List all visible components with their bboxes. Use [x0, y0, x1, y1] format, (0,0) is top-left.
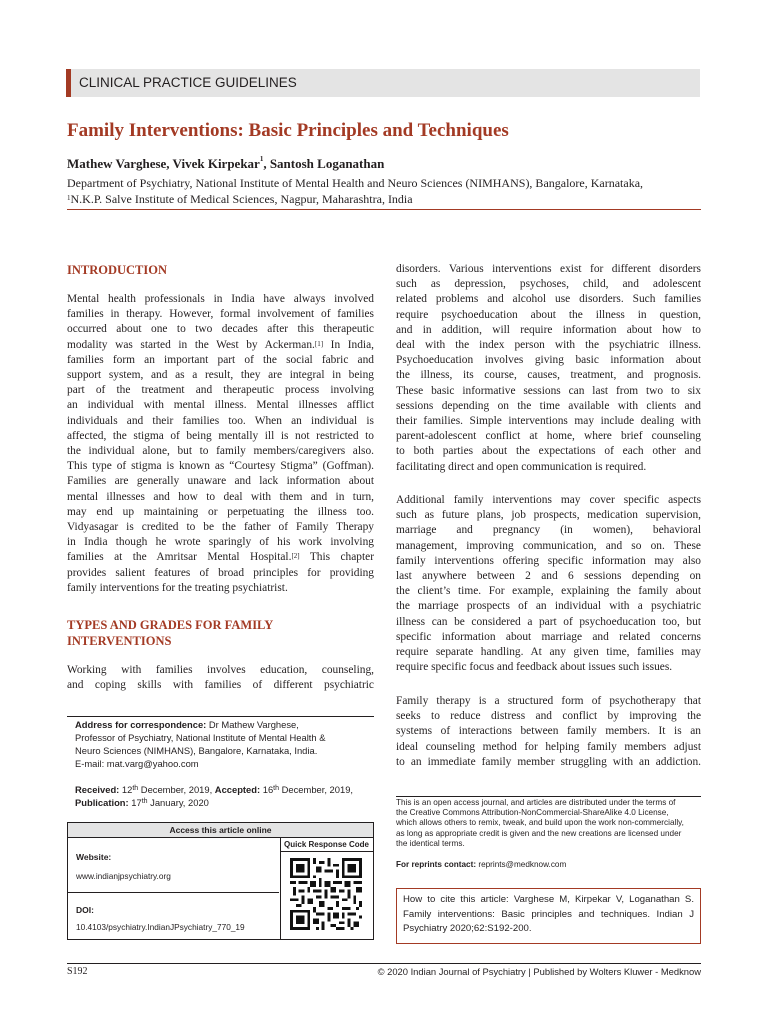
section-banner: [66, 69, 700, 97]
types-heading: TYPES AND GRADES FOR FAMILY INTERVENTIONS: [67, 618, 274, 648]
article-dates: Received: 12th December, 2019, Accepted: 16th December, 2019, Publication: 17th January, 2020: [75, 784, 354, 808]
author-list: Mathew Varghese, Vivek Kirpekar$^1$, Santosh Loganathan: [67, 155, 385, 171]
page-number: S192: [67, 966, 88, 977]
correspondence-block: Address for correspondence: Dr Mathew Varghese, Professor of Psychiatry, National Institute of Mental Health & Neuro Sciences (NIMHANS), Bangalore, Karnataka, India. E-mail: mat.varg@yahoo.com: [75, 718, 374, 770]
citation-box: How to cite this article: Varghese M, Kirpekar V, Loganathan S. Family interventions: Basic principles and techniques. Indian J Psychiatry 2020;62:S192-200.: [396, 888, 701, 944]
qr-code-icon[interactable]: [290, 858, 362, 930]
title-divider: [67, 209, 701, 210]
right-paragraph-3: Family therapy is a structured form of psychotherapy that seeks to reduce distress and conflict by improving the systems of interactions between family members. It is an ideal counseling method for helping family members adjust to an immediate family member struggling with an addiction.: [396, 695, 701, 768]
citation-ref: [1]: [314, 339, 324, 348]
license-divider: [396, 796, 701, 797]
types-paragraph: Working with families involves education, counseling, and coping skills with families of different psychiatric: [67, 664, 374, 692]
right-paragraph-2: Additional family interventions may cover specific aspects such as future plans, job prospects, medication supervision, marriage and pregnancy (in women), behavioral management, improving communication, and so on. These family interventions offering specific information may also last anywhere between 2 and 6 sessions depending on the client’s time. For example, explaining the family about the marriage prospects of an individual with a psychiatric illness can be considered a part of psychoeducation too, but specific information about marriage and related concerns require separate handling. At any given time, families may require specific focus and feedback about issues such issues.: [396, 494, 701, 674]
access-box: [67, 822, 374, 940]
article-title: Family Interventions: Basic Principles and Techniques: [67, 120, 509, 141]
reprints-contact: For reprints contact: reprints@medknow.com: [396, 860, 567, 869]
email: E-mail: mat.varg@yahoo.com: [75, 758, 199, 769]
intro-heading: INTRODUCTION: [67, 263, 168, 277]
right-paragraph-1: disorders. Various interventions exist for different disorders such as depression, psychoses, child, and adolescent related problems and alcohol use disorders. Such families require psychoeducation about the illness in question, and in addition, will require information about how to deal with the index person with the psychiatric illness. Psychoeducation involves giving basic information about the illness, its course, causes, treatment, and prognosis. These basic informative sessions can last from two to six sessions depending on the time available with clients and their families. Simple interventions may include dealing with parent-adolescent conflict at home, where brief counseling to both parties about the expectations of each other and facilitating direct and open communication is required.: [396, 263, 701, 473]
doi-label: DOI:: [76, 905, 94, 915]
reprints-email[interactable]: reprints@medknow.com: [476, 860, 567, 869]
qr-label: Quick Response Code: [280, 838, 373, 852]
footer-divider: [67, 963, 701, 964]
journal-footer: © 2020 Indian Journal of Psychiatry | Published by Wolters Kluwer - Medknow: [377, 966, 701, 977]
affiliation-line: $^1$N.K.P. Salve Institute of Medical Sciences, Nagpur, Maharashtra, India: [67, 192, 413, 206]
intro-paragraph: Mental health professionals in India have always involved families in therapy. However, formal involvement of families occurred about one to two decades after this therapeutic modality was started in the West by Ackerman.[1] In India, families form an important part of the social fabric and support system, and as a result, they are integral in being part of the treatment and therapeutic process involving an individual with mental illness. Mental illnesses afflict individuals and their families too. When an individual is affected, the stigma of being mentally ill is not restricted to the individual alone, but to family members/caregivers also. This type of stigma is known as “Courtesy Stigma” (Goffman). Families are generally unaware and lack information about mental illnesses and how to deal with them and in turn, may end up maintaining or perpetuating the illness too. Vidyasagar is credited to be the father of Family Therapy in India though he wrote sparingly of his work involving families at the Amritsar Mental Hospital.[2] This chapter provides salient features of broad principles for providing family interventions for the treating psychiatrist.: [67, 293, 375, 594]
affiliation-line: Department of Psychiatry, National Institute of Mental Health and Neuro Sciences (NIMHANS), Bangalore, Karnataka,: [67, 176, 644, 190]
citation-ref: [2]: [291, 552, 300, 561]
website-label: Website:: [76, 852, 112, 862]
website-link[interactable]: www.indianjpsychiatry.org: [76, 871, 171, 881]
doi-link[interactable]: 10.4103/psychiatry.IndianJPsychiatry_770_19: [76, 922, 245, 932]
section-label: CLINICAL PRACTICE GUIDELINES: [79, 75, 297, 90]
license-note: This is an open access journal, and articles are distributed under the terms of the Creative Commons Attribution-NonCommercial-ShareAlike 4.0 License, which allows others to remix, tweak, and build upon the work non-commercially, as long as appropriate credit is given and the new creations are licensed under the identical terms.: [396, 798, 684, 848]
affiliations: [67, 175, 707, 207]
access-header: Access this article online: [68, 823, 373, 838]
correspondence-divider: [67, 716, 374, 717]
